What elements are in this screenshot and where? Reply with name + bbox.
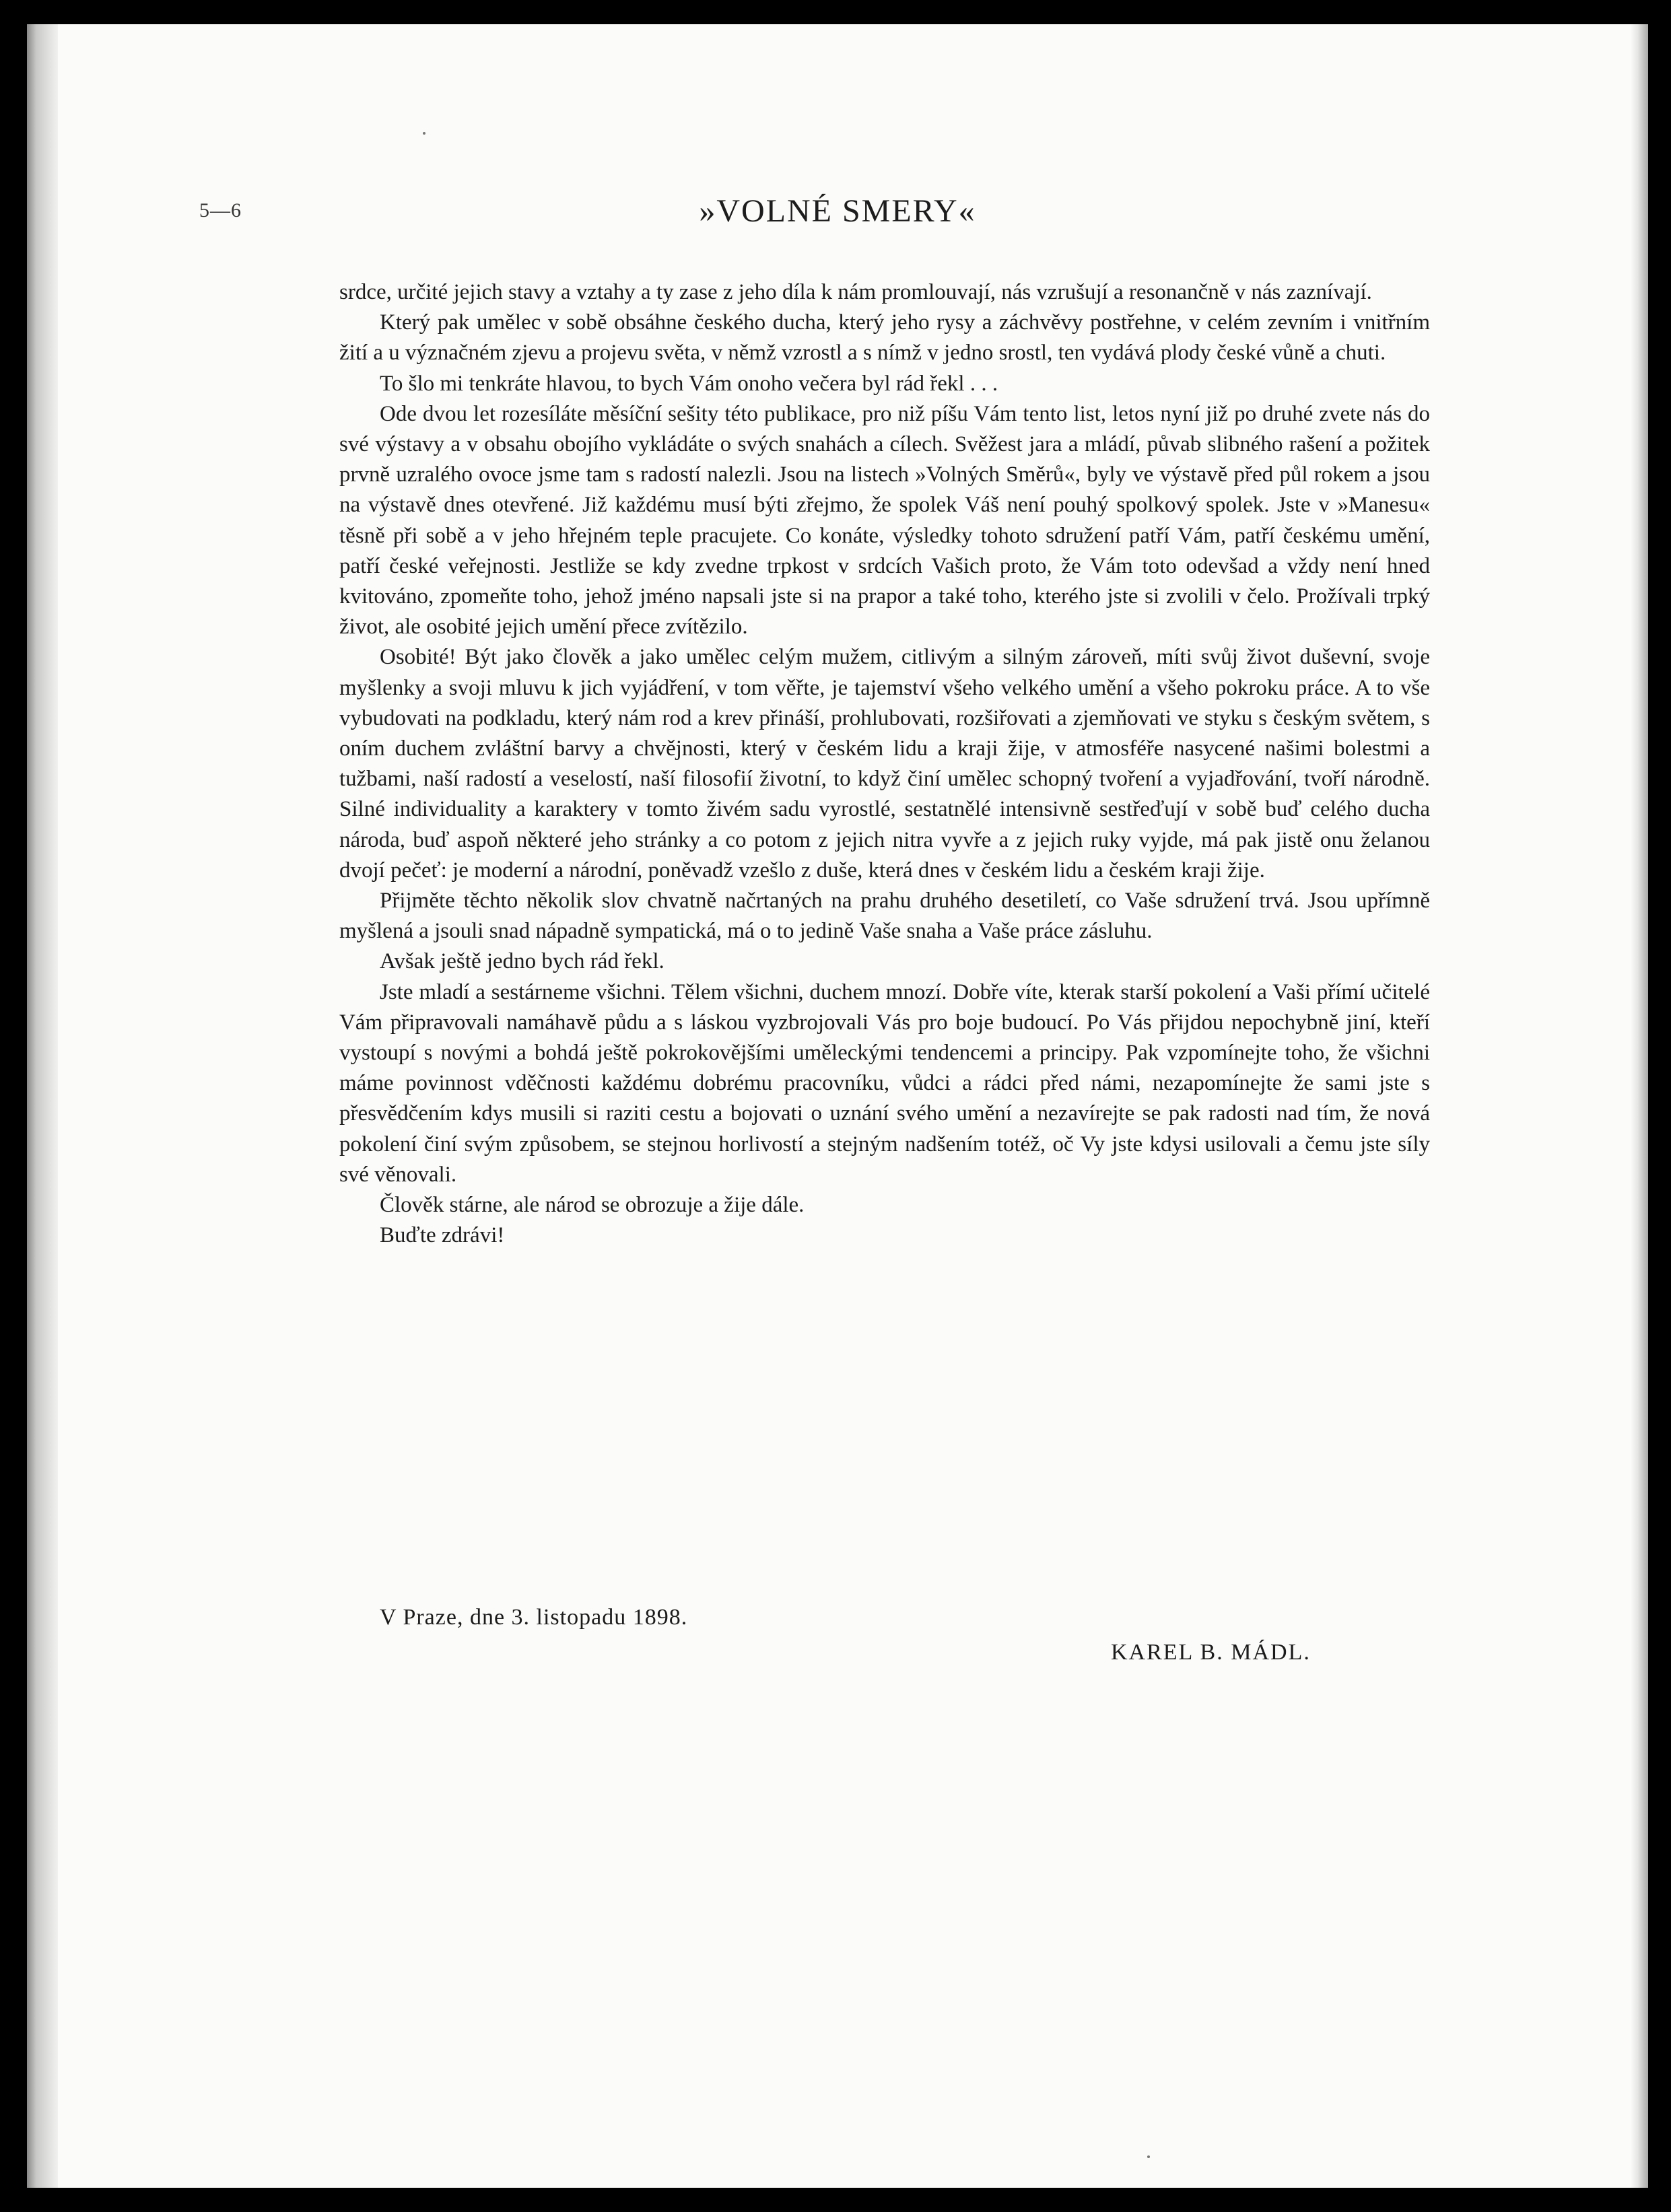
running-title: »VOLNÉ SMERY«: [699, 193, 976, 229]
page-number: 5—6: [199, 199, 242, 221]
paragraph-9: Člověk stárne, ale národ se obrozuje a žije dále.: [380, 1193, 805, 1218]
page-header: [27, 193, 1648, 233]
paragraph-8: Jste mladí a sestárneme všichni. Tělem všichni, duchem mnozí. Dobře víte, kterak starší pokolení a Vaši přímí učitelé Vám připravovali namáhavě půdu a s láskou vyzbrojovali Vás pro boje budoucí. Po Vás přijdou nepochybně jiní, kteří vystoupí s novými a bohdá ještě pokrokovějšími uměleckými tendencemi a principy. Pak vzpomínejte toho, že všichni máme povinnost vděčnosti každému dobrému pracovníku, vůdci a rádci před námi, nezapomínejte že sami jste s přesvědčením kdys musili si raziti cestu a bojovati o uznání svého umění a nezavírejte se pak radosti nad tím, že nová pokolení činí svým způsobem, se stejnou horlivostí a stejným nadšením totéž, oč Vy jste kdysi usilovali a čemu jste síly své věnovali.: [339, 979, 1430, 1187]
paper-speck: [423, 132, 425, 135]
paragraph-1: srdce, určité jejich stavy a vztahy a ty zase z jeho díla k nám promlouvají, nás vzrušují a resonančně v nás zaznívají.: [339, 280, 1372, 304]
letter-body: [339, 277, 1430, 1251]
page-edge-shadow-right: [1631, 24, 1648, 2188]
dateline: V Praze, dne 3. listopadu 1898.: [380, 1605, 688, 1630]
paragraph-4: Ode dvou let rozesíláte měsíční sešity této publikace, pro niž píšu Vám tento list, letos nyní již po druhé zvete nás do své výstavy a v obsahu obojího vykládáte o svých snahách a cílech. Svěžest jara a mládí, půvab slibného rašení a požitek prvně uzralého ovoce jsme tam s radostí nalezli. Jsou na listech »Volných Směrů«, byly ve výstavě před půl rokem a jsou na výstavě dnes otevřené. Již každému musí býti zřejmo, že spolek Váš není pouhý spolkový spolek. Jste v »Manesu« těsně při sobě a v jeho hřejném teple pracujete. Co konáte, výsledky tohoto sdružení patří Vám, patří českému umění, patří české veřejnosti. Jestliže se kdy zvedne trpkost v srdcích Vašich proto, že Vám toto odevšad a vždy není hned kvitováno, zpomeňte toho, jehož jméno napsali jste si na prapor a také toho, kterého jste si zvolili v čelo. Prožívali trpký život, ale osobité jejich umění přece zvítězilo.: [339, 401, 1430, 640]
paragraph-3: To šlo mi tenkráte hlavou, to bych Vám onoho večera byl rád řekl . . .: [380, 371, 998, 396]
paragraph-7: Avšak ještě jedno bych rád řekl.: [380, 949, 664, 974]
paragraph-10: Buďte zdrávi!: [380, 1223, 505, 1248]
paragraph-6: Přijměte těchto několik slov chvatně načrtaných na prahu druhého desetiletí, co Vaše sdružení trvá. Jsou upřímně myšlená a jsouli snad nápadně sympatická, má o to jedině Vaše snaha a Vaše práce zásluhu.: [339, 889, 1430, 944]
paragraph-5: Osobité! Být jako člověk a jako umělec celým mužem, citlivým a silným zároveň, míti svůj život duševní, svoje myšlenky a svoji mluvu k jich vyjádření, v tom věřte, je tajemství všeho velkého umění a všeho pokroku práce. A to vše vybudovati na podkladu, který nám rod a krev přináší, prohlubovati, rozšiřovati a zjemňovati ve styku s českým světem, s oním duchem zvláštní barvy a chvějnosti, který v českém lidu a kraji žije, v atmosféře nasycené našimi bolestmi a tužbami, naší radostí a veselostí, naší filosofií životní, to když činí umělec schopný tvoření a vyjadřování, tvoří národně. Silné individuality a karaktery v tomto živém sadu vyrostlé, sestatnělé intensivně sestřeďují v sobě buď celého ducha národa, buď aspoň některé jeho stránky a co potom z jejich nitra vyvře a z jejich ruky vyjde, má pak jistě onu želanou dvojí pečeť: je moderní a národní, poněvadž vzešlo z duše, která dnes v českém lidu a českém kraji žije.: [339, 645, 1430, 883]
scanned-page: [27, 24, 1648, 2188]
signature: KAREL B. MÁDL.: [1111, 1640, 1311, 1665]
page-edge-shadow-left: [27, 24, 58, 2188]
paragraph-2: Který pak umělec v sobě obsáhne českého ducha, který jeho rysy a záchvěvy postřehne, v celém zevním i vnitřním žití a u význačném zjevu a projevu světa, v němž vzrostl a s nímž v jedno srostl, ten vydává plody české vůně a chuti.: [339, 310, 1430, 366]
paper-speck: [1147, 2155, 1150, 2158]
